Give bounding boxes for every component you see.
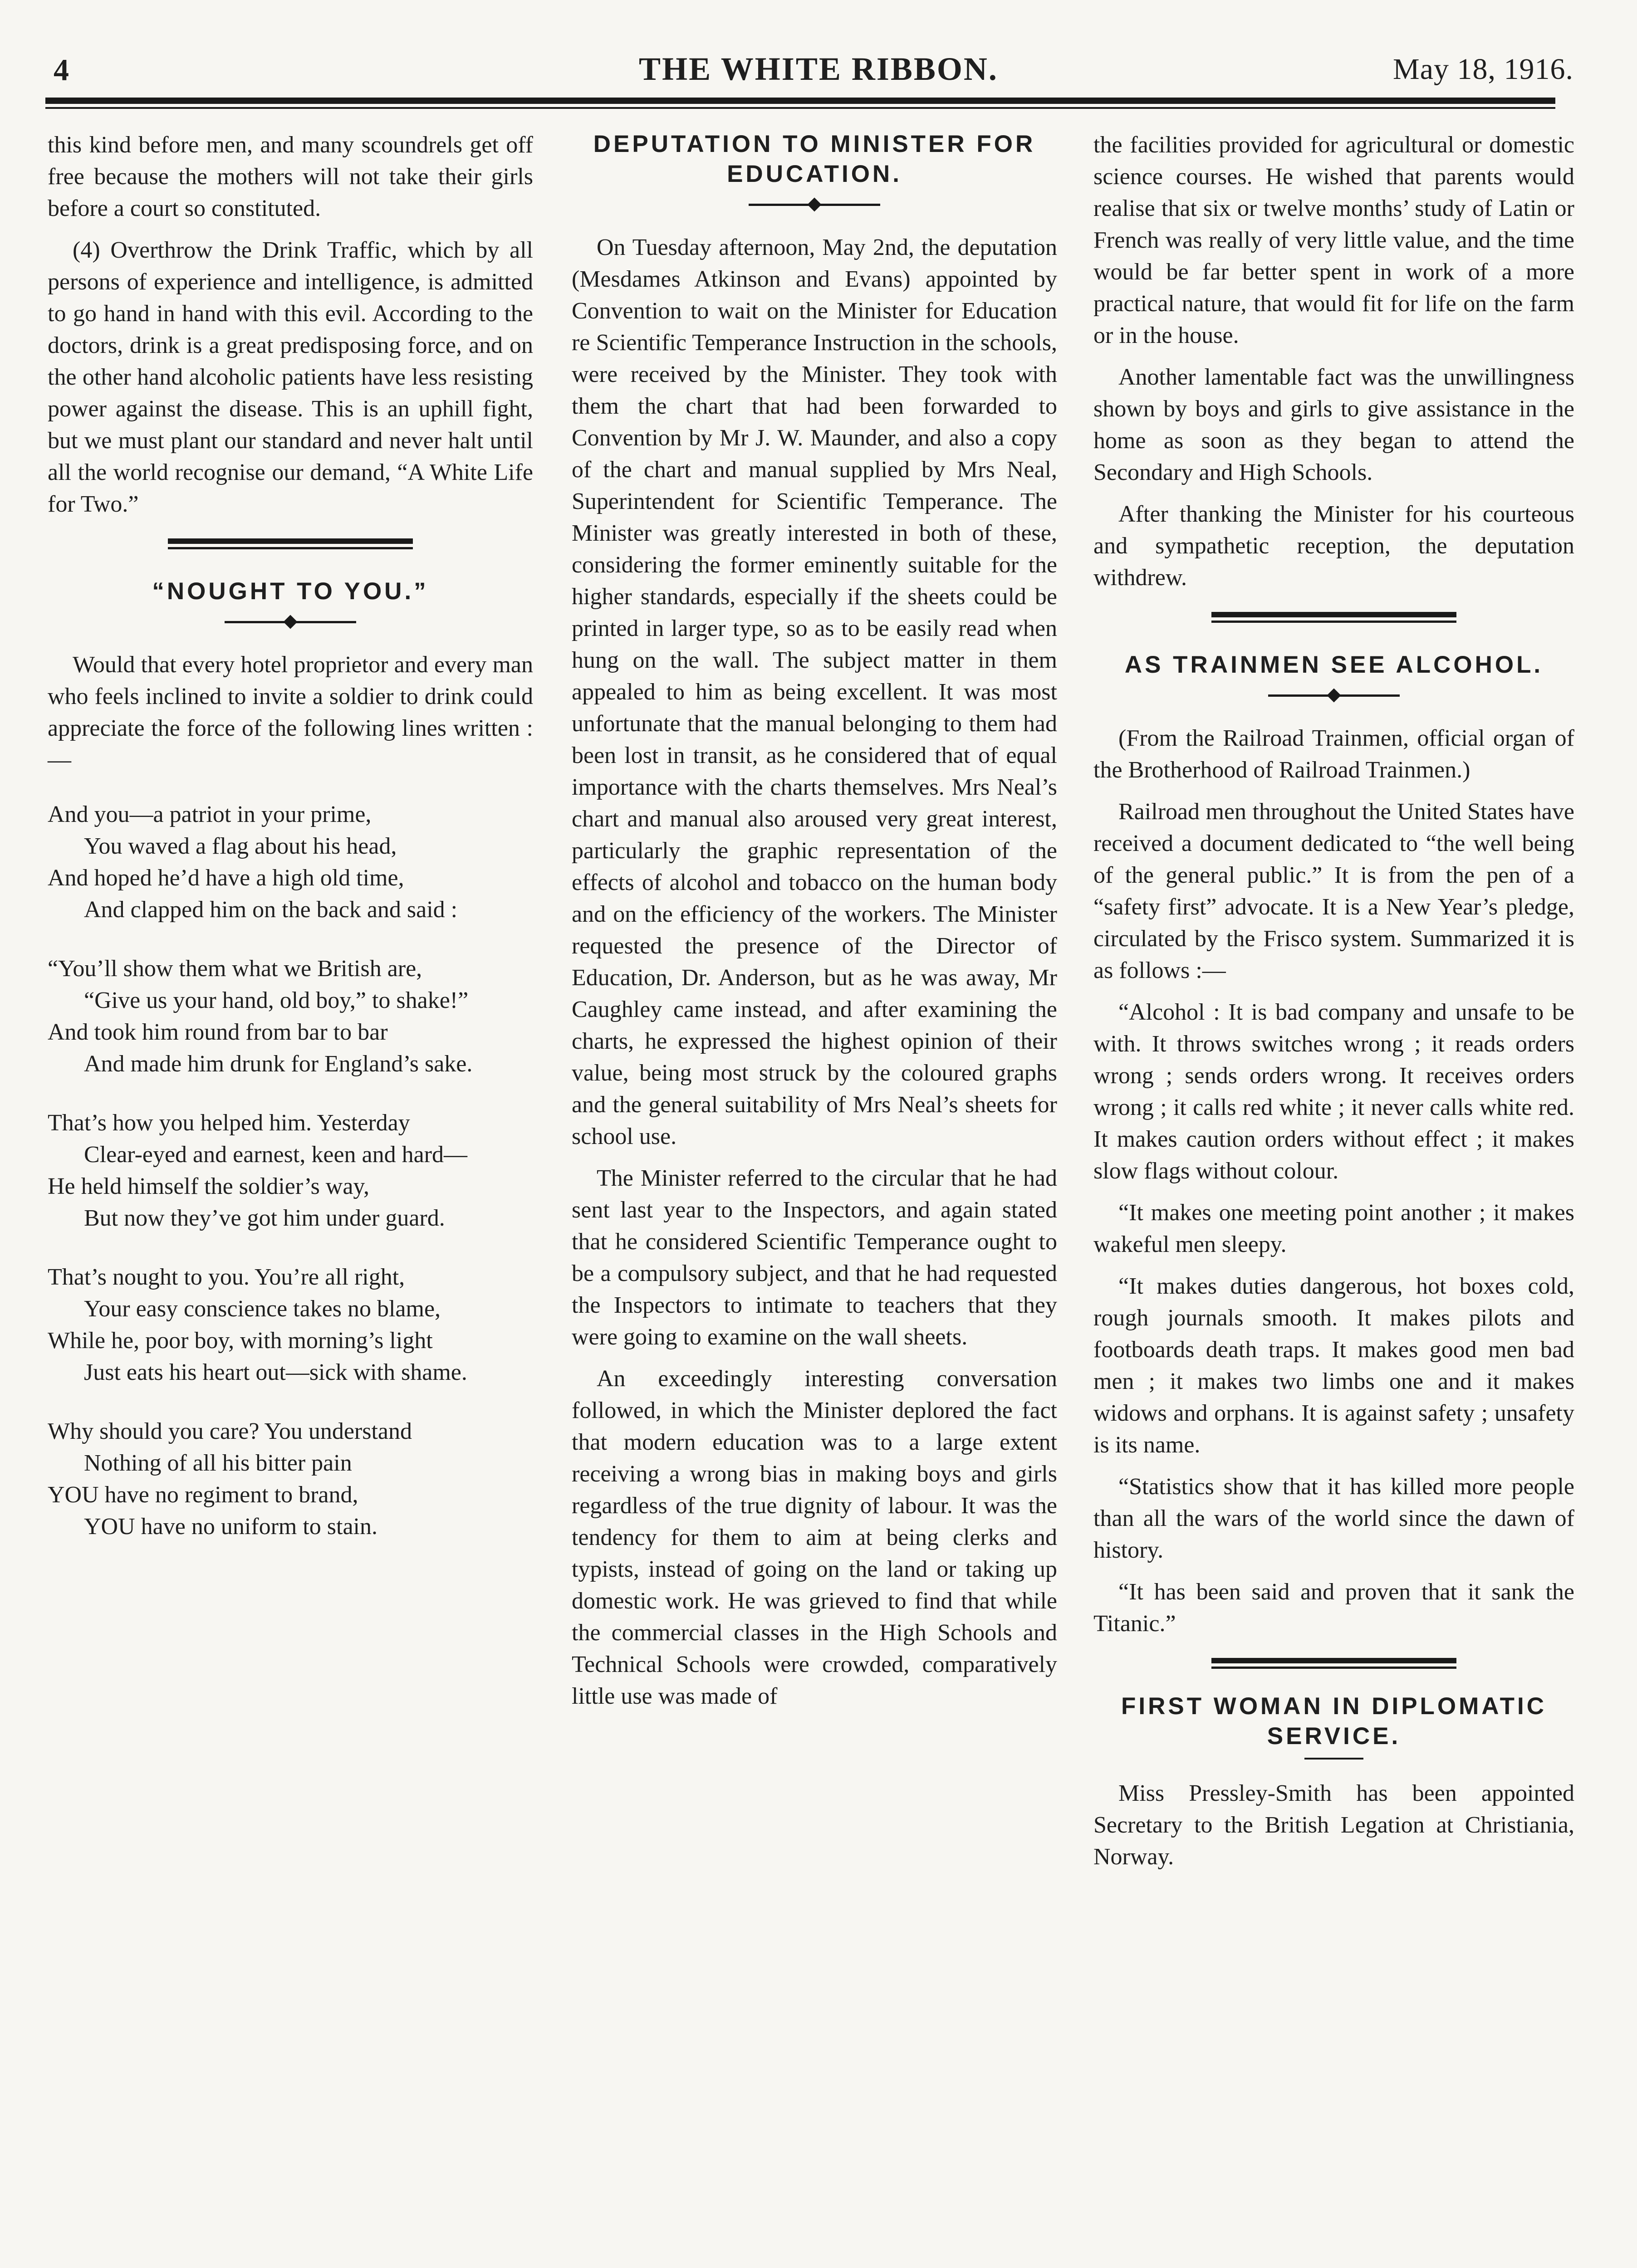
article-heading: FIRST WOMAN IN DIPLOMATIC SERVICE. <box>1121 1693 1547 1750</box>
stanza <box>48 953 533 1080</box>
poem-line: He held himself the soldier’s way, <box>48 1173 370 1199</box>
section-divider <box>168 538 413 549</box>
paragraph: “It makes one meeting point another ; it makes wakeful men sleepy. <box>1093 1200 1574 1257</box>
paragraph: “Alcohol : It is bad company and unsafe to be with. It throws switches wrong ; it reads orders wrong ; sends orders wrong. It receives orders wrong ; it calls red white ; it never calls white red. It makes caution orders without effect ; it makes slow flags without colour. <box>1093 999 1574 1184</box>
paragraph: The Minister referred to the circular that he had sent last year to the Inspectors, and again stated that he considered Scientific Temperance ought to be a compulsory subject, and that he had requested the Inspectors to intimate to teachers that they were going to examine on the wall sheets. <box>572 1165 1057 1350</box>
poem-line: And hoped he’d have a high old time, <box>48 865 404 891</box>
poem-line: “You’ll show them what we British are, <box>48 956 422 982</box>
masthead <box>45 43 1592 93</box>
poem-line: And made him drunk for England’s sake. <box>84 1051 473 1077</box>
page-number: 4 <box>54 53 69 87</box>
poem-line: Why should you care? You understand <box>48 1418 412 1444</box>
article-heading: DEPUTATION TO MINISTER FOR EDUCATION. <box>593 131 1036 187</box>
paragraph: Railroad men throughout the United States have received a document dedicated to “the well being of the general public.” It is from the pen of a “safety first” advocate. It is a New Year’s pledge, circulated by the Frisco system. Summarized it is as follows :— <box>1093 799 1574 983</box>
ornament-rule <box>225 613 356 631</box>
masthead-rule <box>45 98 1555 104</box>
column-right <box>1093 129 1574 1883</box>
ornament-rule <box>749 196 880 214</box>
poem-line: Nothing of all his bitter pain <box>84 1450 352 1476</box>
poem-title: “NOUGHT TO YOU.” <box>152 578 429 605</box>
issue-date: May 18, 1916. <box>1393 53 1573 86</box>
column-middle <box>572 129 1057 1722</box>
poem-line: Just eats his heart out—sick with shame. <box>84 1359 467 1385</box>
poem-line: And you—a patriot in your prime, <box>48 802 372 827</box>
poem-line: And clapped him on the back and said : <box>84 897 458 923</box>
paragraph: On Tuesday afternoon, May 2nd, the deputation (Mesdames Atkinson and Evans) appointed by Convention to wait on the Minister for Education re Scientific Temperance Instruction in the schools, were received by the Minister. They took with them the chart that had been forwarded to Convention by Mr J. W. Maunder, and also a copy of the chart and manual supplied by Mrs Neal, Superintendent for Scientific Temperance. The Minister was greatly interested in both of these, considering the former eminently suitable for the higher standards, especially if the sheets could be printed in larger type, so as to be easily read when hung on the wall. The subject matter in them appealed to him as being excellent. It was most unfortunate that the manual belonging to them had been lost in transit, as he considered that of equal importance with the charts themselves. Mrs Neal’s chart and manual also aroused very great interest, particularly the graphic representation of the effects of alcohol and tobacco on the human body and on the efficiency of the workers. The Minister requested the presence of the Director of Education, Dr. Anderson, but as he was away, Mr Caughley came instead, and after examining the charts, he expressed the highest opinion of their value, being most struck by the coloured graphs and the general suitability of Mrs Neal’s sheets for school use. <box>572 235 1057 1149</box>
paragraph: “It makes duties dangerous, hot boxes cold, rough journals smooth. It makes pilots and footboards death traps. It makes good men bad men ; it makes two limbs one and it makes widows and orphans. It is against safety ; unsafety is its name. <box>1093 1273 1574 1458</box>
stanza <box>48 799 533 926</box>
poem-line: YOU have no regiment to brand, <box>48 1482 358 1508</box>
paragraph: An exceedingly interesting conversation followed, in which the Minister deplored the fact that modern education was to a large extent receiving a wrong bias in making boys and girls regardless of the true dignity of labour. It was the tendency for them to aim at being clerks and typists, instead of going on the land or taking up domestic work. He was grieved to find that while the commercial classes in the High Schools and Technical Schools were crowded, comparatively little use was made of <box>572 1366 1057 1709</box>
article-heading: AS TRAINMEN SEE ALCOHOL. <box>1124 651 1544 678</box>
stanza <box>48 1261 533 1388</box>
article-source: (From the Railroad Trainmen, official organ of the Brotherhood of Railroad Trainmen.) <box>1093 725 1574 783</box>
poem-line: Clear-eyed and earnest, keen and hard— <box>84 1142 467 1168</box>
stanza <box>48 1107 533 1234</box>
poem-line: That’s nought to you. You’re all right, <box>48 1264 405 1290</box>
poem-line: That’s how you helped him. Yesterday <box>48 1110 410 1136</box>
poem-line: “Give us your hand, old boy,” to shake!” <box>84 987 469 1013</box>
paragraph: Another lamentable fact was the unwillingness shown by boys and girls to give assistance in the home as soon as they began to attend the Secondary and High Schools. <box>1093 364 1574 485</box>
paragraph: “Statistics show that it has killed more people than all the wars of the world since the dawn of history. <box>1093 1474 1574 1563</box>
newspaper-title: THE WHITE RIBBON. <box>639 51 998 87</box>
paragraph: “It has been said and proven that it sank the Titanic.” <box>1093 1579 1574 1637</box>
stanza <box>48 1416 533 1543</box>
poem-line: Your easy conscience takes no blame, <box>84 1296 441 1322</box>
poem-line: And took him round from bar to bar <box>48 1019 388 1045</box>
paragraph: After thanking the Minister for his courteous and sympathetic reception, the deputation withdrew. <box>1093 501 1574 591</box>
poem-line: But now they’ve got him under guard. <box>84 1205 445 1231</box>
paragraph: the facilities provided for agricultural or domestic science courses. He wished that parents would realise that six or twelve months’ study of Latin or French was really of very little value, and the time would be far better spent in work of a more practical nature, that would fit for life on the farm or in the house. <box>1093 132 1574 348</box>
poem-line: While he, poor boy, with morning’s light <box>48 1328 433 1354</box>
paragraph: (4) Overthrow the Drink Traffic, which by all persons of experience and intelligence, is admitted to go hand in hand with this evil. According to the doctors, drink is a great predisposing force, and on the other hand alcoholic patients have less resisting power against the disease. This is an uphill fight, but we must plant our standard and never halt until all the world recognise our demand, “A White Life for Two.” <box>48 237 533 517</box>
poem-intro: Would that every hotel proprietor and every man who feels inclined to invite a soldier to drink could appreciate the force of the following lines written :— <box>48 652 533 773</box>
section-divider <box>1211 1658 1456 1669</box>
paragraph: Miss Pressley-Smith has been appointed Secretary to the British Legation at Christiania, Norway. <box>1093 1780 1574 1870</box>
section-divider <box>1211 612 1456 623</box>
poem <box>48 799 533 1543</box>
column-left <box>48 129 533 1570</box>
paragraph: this kind before men, and many scoundrels get off free because the mothers will not take their girls before a court so constituted. <box>48 132 533 221</box>
short-rule <box>1304 1758 1363 1760</box>
ornament-rule <box>1268 686 1400 704</box>
poem-line: You waved a flag about his head, <box>84 833 397 859</box>
poem-line: YOU have no uniform to stain. <box>84 1514 378 1540</box>
masthead-rule-thin <box>45 107 1555 109</box>
